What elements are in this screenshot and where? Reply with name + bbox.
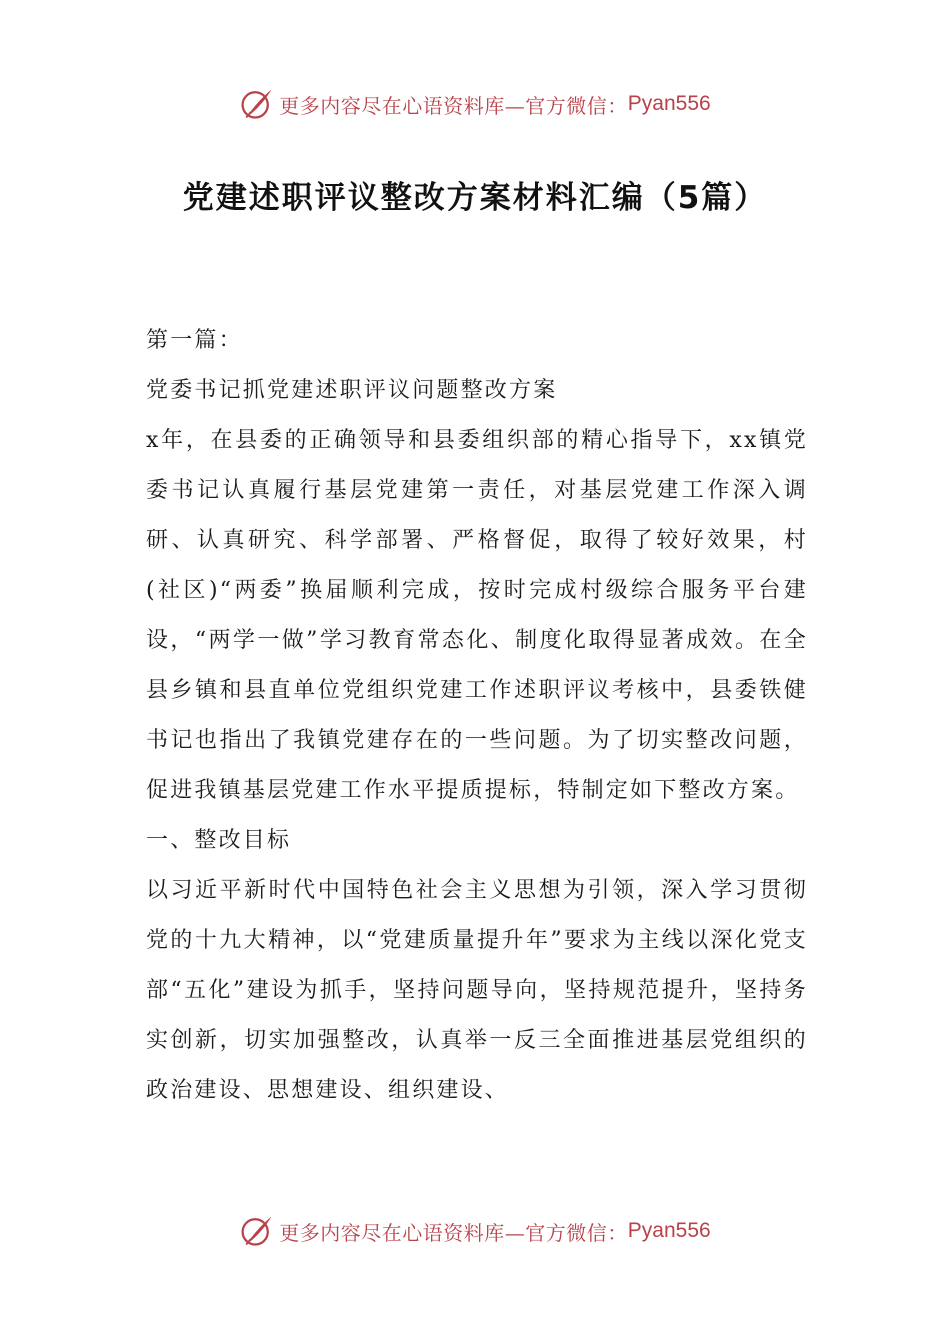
- watermark-account-id: Pyan556: [627, 92, 711, 115]
- quill-pen-logo-icon: [239, 1213, 275, 1249]
- document-body: [146, 316, 808, 1116]
- watermark-brand-text: 更多内容尽在心语资料库—官方微信：: [279, 93, 628, 118]
- watermark-account-id: Pyan556: [627, 1219, 711, 1242]
- intro-paragraph: x年，在县委的正确领导和县委组织部的精心指导下，xx镇党委书记认真履行基层党建第一责任，对基层党建工作深入调研、认真研究、科学部署、严格督促，取得了较好效果，村(社区)“两委”换届顺利完成，按时完成村级综合服务平台建设，“两学一做”学习教育常态化、制度化取得显著成效。在全县乡镇和县直单位党组织党建工作述职评议考核中，县委铁健书记也指出了我镇党建存在的一些问题。为了切实整改问题，促进我镇基层党建工作水平提质提标，特制定如下整改方案。: [146, 428, 808, 803]
- document-subtitle: 党委书记抓党建述职评议问题整改方案: [146, 378, 558, 403]
- goals-paragraph: 以习近平新时代中国特色社会主义思想为引领，深入学习贯彻党的十九大精神，以“党建质量提升年”要求为主线以深化党支部“五化”建设为抓手，坚持问题导向，坚持规范提升，坚持务实创新，切实加强整改，认真举一反三全面推进基层党组织的政治建设、思想建设、组织建设、: [146, 878, 808, 1103]
- watermark-brand-text: 更多内容尽在心语资料库—官方微信：: [279, 1220, 628, 1245]
- document-title: 党建述职评议整改方案材料汇编（5篇）: [182, 180, 768, 216]
- header-watermark: [0, 84, 950, 124]
- section-heading-goals: 一、整改目标: [146, 828, 292, 853]
- section-label: 第一篇：: [146, 328, 243, 353]
- footer-watermark: [0, 1211, 950, 1251]
- quill-pen-logo-icon: [239, 86, 275, 122]
